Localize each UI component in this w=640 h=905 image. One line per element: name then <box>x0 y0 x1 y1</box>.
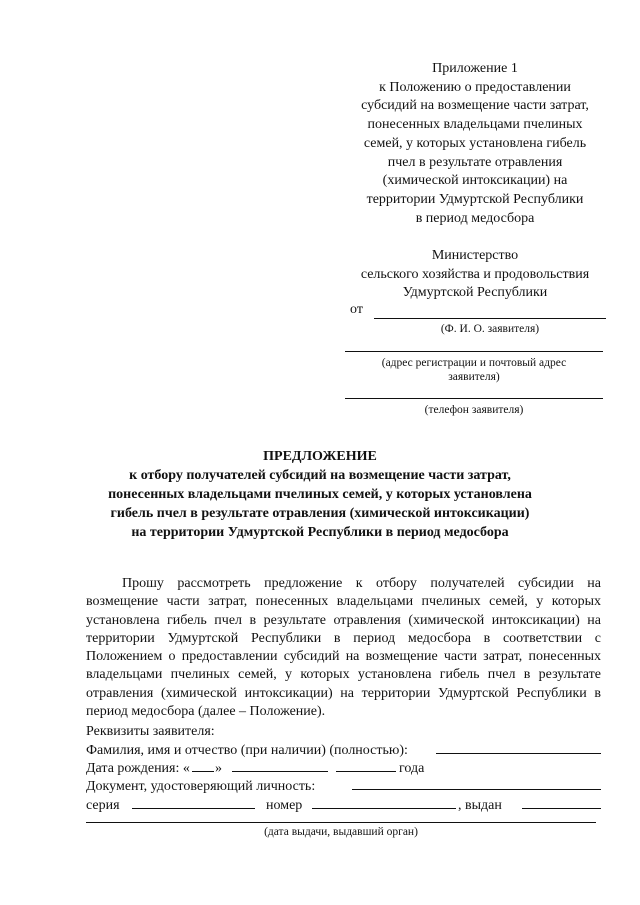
number-label: номер <box>266 798 303 813</box>
birth-month-line[interactable] <box>232 771 328 772</box>
issued-input-line[interactable] <box>522 808 601 809</box>
from-label: от <box>350 302 363 317</box>
appendix-line: территории Удмуртской Республики <box>366 191 584 207</box>
birth-day-line[interactable] <box>192 771 214 772</box>
fio-input-line[interactable] <box>436 753 601 754</box>
issue-details-line[interactable] <box>86 822 596 823</box>
doc-input-line[interactable] <box>352 789 601 790</box>
phone-caption: (телефон заявителя) <box>424 404 524 416</box>
phone-field-line[interactable] <box>345 398 603 399</box>
issued-label: , выдан <box>458 798 502 813</box>
addressee-line: сельского хозяйства и продовольствия <box>360 266 590 282</box>
addressee-line: Удмуртской Республики <box>402 285 548 300</box>
address-caption-line: заявителя) <box>448 371 500 383</box>
birth-year-line[interactable] <box>336 771 396 772</box>
title-line: гибель пчел в результате отравления (химической интоксикации) <box>110 506 530 521</box>
fio-field-line[interactable] <box>374 318 606 319</box>
appendix-line: семей, у которых установлена гибель <box>363 135 587 151</box>
issue-caption: (дата выдачи, выдавший орган) <box>264 826 418 838</box>
appendix-block <box>330 60 620 228</box>
title-line: понесенных владельцами пчелиных семей, у которых установлена <box>108 487 532 502</box>
appendix-line: в период медосбора <box>415 210 535 226</box>
series-label: серия <box>86 798 120 813</box>
address-field-line[interactable] <box>345 351 603 352</box>
addressee-block <box>330 247 620 303</box>
requisites-heading: Реквизиты заявителя: <box>86 724 215 739</box>
doc-label: Документ, удостоверяющий личность: <box>86 779 316 794</box>
addressee-line: Министерство <box>431 248 519 263</box>
appendix-line: (химической интоксикации) на <box>382 173 568 189</box>
birth-year-suffix: года <box>399 761 425 776</box>
appendix-line: пчел в результате отравления <box>387 154 563 170</box>
appendix-line: понесенных владельцами пчелиных <box>367 117 583 133</box>
document-title <box>80 447 560 542</box>
appendix-line: к Положению о предоставлении <box>379 79 571 95</box>
title-heading: ПРЕДЛОЖЕНИЕ <box>263 449 377 464</box>
birth-quote-close: » <box>215 761 222 776</box>
number-input-line[interactable] <box>312 808 456 809</box>
birth-label: Дата рождения: « <box>86 761 190 776</box>
address-caption-line: (адрес регистрации и почтовый адрес <box>381 357 567 369</box>
appendix-line: Приложение 1 <box>432 61 518 76</box>
body-paragraph: Прошу рассмотреть предложение к отбору получателей субсидии на возмещение части затрат, понесенных владельцами пчелиных семей, у которых установлена гибель пчел в результате отравления (химической интоксикации) на территории Удмуртской Республики в период медосбора в соответствии с Положением о предоставлении субсидий на возмещение части затрат, понесенных владельцами пчелиных семей, у которых установлена гибель пчел в результате отравления (химической интоксикации) на территории Удмуртской Республики в период медосбора (далее – Положение). <box>86 576 601 720</box>
title-line: к отбору получателей субсидий на возмещение части затрат, <box>129 468 511 483</box>
series-input-line[interactable] <box>132 808 255 809</box>
appendix-line: субсидий на возмещение части затрат, <box>361 98 589 114</box>
fio-label: Фамилия, имя и отчество (при наличии) (полностью): <box>86 743 408 758</box>
title-line: на территории Удмуртской Республики в период медосбора <box>131 525 509 540</box>
address-caption <box>345 356 603 384</box>
fio-caption: (Ф. И. О. заявителя) <box>440 323 540 335</box>
